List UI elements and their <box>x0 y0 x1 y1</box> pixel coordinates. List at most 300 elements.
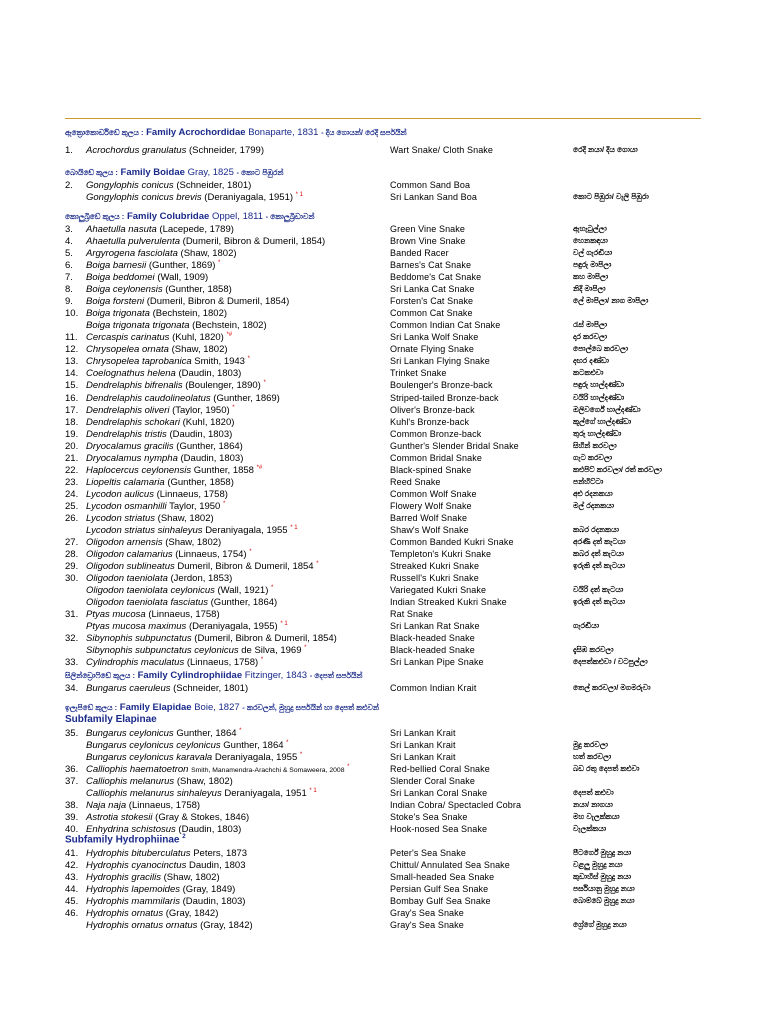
sinhala-name: දාර කරවලා <box>573 332 608 341</box>
scientific-name-cell <box>86 441 243 452</box>
species-authority: (Daudin, 1803) <box>182 896 246 907</box>
species-row <box>0 740 768 752</box>
scientific-name: Bungarus caeruleus <box>86 683 171 694</box>
species-authority: (Linnaeus, 1758) <box>156 489 228 500</box>
scientific-name: Hydrophis lapemoides <box>86 884 180 895</box>
common-name: Banded Racer <box>390 248 449 258</box>
family-heading <box>65 127 407 138</box>
scientific-name: Argyrogena fasciolata <box>86 248 178 259</box>
sinhala-name: හෙනකඳයා <box>573 236 608 245</box>
scientific-name: Dendrelaphis oliveri <box>86 405 170 417</box>
species-number: 40. <box>65 824 79 835</box>
species-row <box>0 356 768 368</box>
common-name: Peter's Sea Snake <box>390 848 466 858</box>
scientific-name-cell <box>86 549 252 560</box>
scientific-name-cell <box>86 633 337 644</box>
scientific-name-cell <box>86 573 232 584</box>
scientific-name: Hydrophis bituberculatus <box>86 848 191 859</box>
species-number: 32. <box>65 633 79 644</box>
scientific-name: Oligodon calamarius <box>86 549 173 561</box>
common-name: Sri Lankan Krait <box>390 752 456 762</box>
species-authority: Gunther, 1864 <box>223 740 284 752</box>
scientific-name-cell <box>86 740 289 751</box>
species-authority: (Deraniyagala, 1951) <box>204 192 294 204</box>
species-authority: (Shaw, 1802) <box>157 513 214 524</box>
subfamily-heading <box>65 834 186 845</box>
scientific-name-cell <box>86 429 232 440</box>
scientific-name-cell <box>86 296 289 307</box>
species-row <box>0 683 768 695</box>
scientific-name: Bungarus ceylonicus <box>86 728 174 740</box>
species-authority: (Dumeril, Bibron & Dumeril, 1854) <box>146 296 290 307</box>
species-authority: (Schneider, 1801) <box>173 683 249 694</box>
species-authority: (Jerdon, 1853) <box>170 573 233 584</box>
common-name: Small-headed Sea Snake <box>390 872 495 882</box>
species-row <box>0 573 768 585</box>
species-authority: (Wall, 1921) <box>217 585 269 597</box>
species-authority: (Deraniyagala, 1955) <box>188 621 278 633</box>
scientific-name: Lycodon osmanhilli <box>86 501 167 513</box>
species-row <box>0 145 768 157</box>
scientific-name-cell <box>86 920 253 931</box>
scientific-name-cell <box>86 393 280 404</box>
scientific-name: Hydrophis gracilis <box>86 872 161 883</box>
family-sinhala-name: - කොලුබ්‍රිඩාවන් <box>265 212 315 221</box>
scientific-name-cell <box>86 465 262 476</box>
scientific-name: Boiga barnesii <box>86 260 147 272</box>
sinhala-name: බඩ රතු දෙපත් කළුවා <box>573 764 640 773</box>
species-row <box>0 776 768 788</box>
common-name: Hook-nosed Sea Snake <box>390 824 488 834</box>
endemic-marker: * <box>232 405 235 411</box>
family-authority: Fitzinger, 1843 <box>244 670 308 681</box>
species-authority: (Bechstein, 1802) <box>192 320 267 331</box>
sinhala-name: ගැරඬියා <box>573 621 600 630</box>
scientific-name: Enhydrina schistosus <box>86 824 176 835</box>
species-row <box>0 465 768 477</box>
family-sinhala-name: - කොට පිඹුරන් <box>236 168 284 177</box>
species-authority: (Gray & Stokes, 1846) <box>155 812 250 823</box>
species-row <box>0 393 768 405</box>
sinhala-name: බොම්බේ මුහුදු නයා <box>573 896 635 905</box>
endemic-marker: * <box>286 740 289 746</box>
species-row <box>0 585 768 597</box>
scientific-name: Chrysopelea ornata <box>86 344 169 355</box>
species-row <box>0 621 768 633</box>
species-row <box>0 272 768 284</box>
subfamily-footnote: 2 <box>182 834 186 840</box>
sinhala-name: කටකළුවා <box>573 368 604 377</box>
species-row <box>0 284 768 296</box>
common-name: Common Sand Boa <box>390 180 471 190</box>
species-row <box>0 417 768 429</box>
sinhala-name: ගැට කරවලා <box>573 453 613 462</box>
family-heading <box>65 211 314 222</box>
species-authority: (Daudin, 1803) <box>178 368 242 379</box>
species-number: 45. <box>65 896 79 907</box>
scientific-name-cell <box>86 764 349 775</box>
scientific-name-cell <box>86 525 298 536</box>
common-name: Shaw's Wolf Snake <box>390 525 469 535</box>
scientific-name-cell <box>86 776 233 787</box>
scientific-name: Hydrophis ornatus <box>86 908 164 919</box>
species-row <box>0 657 768 669</box>
species-authority: Gunther, 1864 <box>176 728 237 740</box>
species-authority: (Daudin, 1803) <box>169 429 233 440</box>
endemic-marker: * 1 <box>309 788 317 794</box>
scientific-name-cell <box>86 872 220 883</box>
scientific-name: Gongylophis conicus brevis <box>86 192 202 204</box>
scientific-name: Ahaetulla nasuta <box>86 224 157 235</box>
species-number: 2. <box>65 180 73 191</box>
family-name: Family Elapidae <box>119 702 192 713</box>
species-row <box>0 441 768 453</box>
scientific-name-cell <box>86 561 319 572</box>
family-sinhala-name: - කරවලන්, මුහුදු සර්පයින් හා දෙපත් කළුවන් <box>242 703 379 712</box>
species-number: 4. <box>65 236 73 247</box>
scientific-name: Dendrelaphis tristis <box>86 429 167 440</box>
species-number: 17. <box>65 405 79 416</box>
species-number: 13. <box>65 356 79 367</box>
sinhala-name: පීටර්ගේ මුහුදු නයා <box>573 848 632 857</box>
species-authority: (Boulenger, 1890) <box>185 380 261 392</box>
common-name: Forsten's Cat Snake <box>390 296 474 306</box>
species-row <box>0 296 768 308</box>
species-authority: (Lacepede, 1789) <box>159 224 234 235</box>
common-name: Barred Wolf Snake <box>390 513 468 523</box>
endemic-marker: *# <box>256 465 263 471</box>
scientific-name-cell <box>86 848 247 859</box>
scientific-name-cell <box>86 501 225 512</box>
scientific-name: Oligodon taeniolata <box>86 573 168 584</box>
species-number: 14. <box>65 368 79 379</box>
endemic-marker: * 1 <box>290 525 298 531</box>
common-name: Ornate Flying Snake <box>390 344 474 354</box>
common-name: Russell's Kukri Snake <box>390 573 479 583</box>
species-number: 10. <box>65 308 79 319</box>
scientific-name: Liopeltis calamaria <box>86 477 165 488</box>
common-name: Bombay Gulf Sea Snake <box>390 896 491 906</box>
species-number: 30. <box>65 573 79 584</box>
sinhala-name: කබර දත් කැටයා <box>573 549 625 558</box>
species-row <box>0 429 768 441</box>
scientific-name: Haplocercus ceylonensis <box>86 465 192 477</box>
common-name: Kuhl's Bronze-back <box>390 417 470 427</box>
common-name: Sri Lankan Flying Snake <box>390 356 490 366</box>
species-authority: (Gunther, 1869) <box>213 393 280 404</box>
species-row <box>0 645 768 657</box>
scientific-name: Lycodon striatus <box>86 513 156 524</box>
species-row <box>0 848 768 860</box>
common-name: Sri Lanka Wolf Snake <box>390 332 479 342</box>
species-authority: (Linnaeus, 1754) <box>175 549 247 561</box>
species-authority: Smith, Manamendra-Arachchi & Somaweera, 2008 <box>191 767 345 775</box>
species-row <box>0 380 768 392</box>
endemic-marker: * <box>218 260 221 266</box>
species-row <box>0 860 768 872</box>
sinhala-name: මුදු කරවලා <box>573 740 609 749</box>
family-sinhala-name: - දෙපත් සර්පයින් <box>309 671 363 680</box>
sinhala-name: නයා/ නාගයා <box>573 800 613 809</box>
species-row <box>0 752 768 764</box>
species-authority: (Schneider, 1801) <box>176 180 252 191</box>
sinhala-name: දෙපත්කළුවා / වටපුල්ලා <box>573 657 648 666</box>
species-row <box>0 537 768 549</box>
species-row <box>0 549 768 561</box>
species-number: 46. <box>65 908 79 919</box>
scientific-name: Coelognathus helena <box>86 368 176 379</box>
family-sinhala-name: - දිය ගොයන්/ රෙදි සර්පයින් <box>321 128 407 137</box>
sinhala-name: වයිරි දත් කැටයා <box>573 585 624 594</box>
family-sinhala-label: ඇක්‍රොකොර්ඩිඩේ කුලය : <box>65 128 144 137</box>
species-number: 41. <box>65 848 79 859</box>
sinhala-name: මහ වැලක්කයා <box>573 812 620 821</box>
scientific-name: Ptyas mucosa maximus <box>86 621 187 633</box>
scientific-name-cell <box>86 356 250 367</box>
species-number: 36. <box>65 764 79 775</box>
species-authority: Dumeril, Bibron & Dumeril, 1854 <box>177 561 314 573</box>
common-name: Gray's Sea Snake <box>390 908 464 918</box>
species-authority: (Gunther, 1864) <box>176 441 243 452</box>
scientific-name-cell <box>86 860 246 871</box>
scientific-name-cell <box>86 812 249 823</box>
species-number: 27. <box>65 537 79 548</box>
species-row <box>0 812 768 824</box>
species-authority: (Daudin, 1803) <box>180 453 244 464</box>
species-number: 29. <box>65 561 79 572</box>
family-heading <box>65 670 363 681</box>
species-row <box>0 344 768 356</box>
species-number: 28. <box>65 549 79 560</box>
sinhala-name: තුරු හාල්දණ්ඩා <box>573 429 622 438</box>
scientific-name: Oligodon sublineatus <box>86 561 175 573</box>
common-name: Trinket Snake <box>390 368 447 378</box>
sinhala-name: අරණි දත් කැටයා <box>573 537 626 546</box>
scientific-name: Cercaspis carinatus <box>86 332 170 344</box>
common-name: Common Indian Cat Snake <box>390 320 501 330</box>
common-name: Gray's Sea Snake <box>390 920 464 930</box>
common-name: Black-spined Snake <box>390 465 472 475</box>
species-number: 33. <box>65 657 79 668</box>
scientific-name: Sibynophis subpunctatus <box>86 633 192 644</box>
species-row <box>0 320 768 332</box>
species-authority: Deraniyagala, 1951 <box>224 788 307 800</box>
species-authority: (Daudin, 1803) <box>178 824 242 835</box>
scientific-name: Ahaetulla pulverulenta <box>86 236 181 247</box>
scientific-name-cell <box>86 284 232 295</box>
common-name: Streaked Kukri Snake <box>390 561 480 571</box>
scientific-name-cell <box>86 380 266 391</box>
scientific-name: Oligodon arnensis <box>86 537 163 548</box>
scientific-name: Boiga trigonata <box>86 308 150 319</box>
scientific-name: Calliophis melanurus sinhaleyus <box>86 788 222 800</box>
common-name: Indian Cobra/ Spectacled Cobra <box>390 800 522 810</box>
sinhala-name: ඉරුකි දත් කැටයා <box>573 561 626 570</box>
scientific-name-cell <box>86 908 218 919</box>
sinhala-name: රෙදි නයා/ දිය ගොයා <box>573 145 638 154</box>
common-name: Slender Coral Snake <box>390 776 475 786</box>
species-number: 16. <box>65 393 79 404</box>
scientific-name: Ptyas mucosa <box>86 609 146 620</box>
species-authority: (Shaw, 1802) <box>176 776 233 787</box>
species-row <box>0 884 768 896</box>
species-row <box>0 477 768 489</box>
scientific-name: Hydrophis cyanocinctus <box>86 860 187 871</box>
species-number: 31. <box>65 609 79 620</box>
scientific-name-cell <box>86 224 234 235</box>
species-authority: Deraniyagala, 1955 <box>214 752 298 764</box>
species-row <box>0 920 768 932</box>
species-number: 22. <box>65 465 79 476</box>
scientific-name: Chrysopelea taprobanica <box>86 356 192 368</box>
sinhala-name: දෙපත් කළුවා <box>573 788 614 797</box>
scientific-name-cell <box>86 513 214 524</box>
species-number: 18. <box>65 417 79 428</box>
species-authority: (Shaw, 1802) <box>171 344 228 355</box>
endemic-marker: * 1 <box>280 621 288 627</box>
scientific-name-cell <box>86 896 245 907</box>
sinhala-name: කබර රදනකයා <box>573 525 619 534</box>
species-row <box>0 525 768 537</box>
common-name: Black-headed Snake <box>390 645 475 655</box>
common-name: Chittul/ Annulated Sea Snake <box>390 860 510 870</box>
species-number: 44. <box>65 884 79 895</box>
scientific-name: Bungarus ceylonicus ceylonicus <box>86 740 221 752</box>
species-authority: (Gunther, 1864) <box>210 597 278 608</box>
scientific-name: Sibynophis subpunctatus ceylonicus <box>86 645 239 657</box>
species-authority: Smith, 1943 <box>194 356 245 368</box>
scientific-name-cell <box>86 308 227 319</box>
sinhala-name: කුඩාහිස් මුහුදු නයා <box>573 872 632 881</box>
common-name: Variegated Kukri Snake <box>390 585 487 595</box>
species-number: 3. <box>65 224 73 235</box>
common-name: Barnes's Cat Snake <box>390 260 472 270</box>
scientific-name-cell <box>86 405 235 416</box>
scientific-name: Boiga beddomei <box>86 272 155 283</box>
species-number: 1. <box>65 145 73 156</box>
species-row <box>0 368 768 380</box>
species-authority: (Kuhl, 1820) <box>172 332 224 344</box>
species-number: 15. <box>65 380 79 391</box>
species-authority: (Wall, 1909) <box>157 272 209 283</box>
species-row <box>0 896 768 908</box>
species-number: 42. <box>65 860 79 871</box>
species-row <box>0 224 768 236</box>
sinhala-name: පොල්බෙ කරවලා <box>573 344 629 353</box>
sinhala-name: ඉරුකි දත් කැටයා <box>573 597 626 606</box>
common-name: Red-bellied Coral Snake <box>390 764 490 774</box>
species-row <box>0 489 768 501</box>
scientific-name: Hydrophis mammilaris <box>86 896 180 907</box>
family-sinhala-label: සිලින්ඩ්‍රොෆිඩේ කුලය : <box>65 671 135 680</box>
species-authority: (Dumeril, Bibron & Dumeril, 1854) <box>194 633 337 644</box>
scientific-name-cell <box>86 332 232 343</box>
species-number: 25. <box>65 501 79 512</box>
sinhala-name: දඟර දණ්ඩා <box>573 356 610 365</box>
scientific-name-cell <box>86 320 267 331</box>
species-number: 12. <box>65 344 79 355</box>
scientific-name-cell <box>86 260 220 271</box>
common-name: Wart Snake/ Cloth Snake <box>390 145 494 155</box>
species-authority: (Shaw, 1802) <box>180 248 237 259</box>
scientific-name: Dryocalamus nympha <box>86 453 178 464</box>
scientific-name: Oligodon taeniolata fasciatus <box>86 597 208 608</box>
species-authority: (Gunther, 1858) <box>165 284 232 295</box>
common-name: Sri Lankan Krait <box>390 740 456 750</box>
species-row <box>0 800 768 812</box>
sinhala-name: වැලක්කයා <box>573 824 607 833</box>
species-authority: (Shaw, 1802) <box>165 537 222 548</box>
sinhala-name: වළලු මුහුදු නයා <box>573 860 623 869</box>
species-row <box>0 236 768 248</box>
species-authority: Gunther, 1858 <box>193 465 254 477</box>
family-name: Family Boidae <box>120 167 185 178</box>
scientific-name: Dendrelaphis caudolineolatus <box>86 393 211 404</box>
sinhala-name: පඳුරු මාපිලා <box>573 260 612 269</box>
scientific-name: Lycodon striatus sinhaleyus <box>86 525 203 537</box>
common-name: Beddome's Cat Snake <box>390 272 482 282</box>
scientific-name: Calliophis melanurus <box>86 776 175 787</box>
species-number: 19. <box>65 429 79 440</box>
species-authority: Taylor, 1950 <box>169 501 221 513</box>
species-row <box>0 308 768 320</box>
species-number: 39. <box>65 812 79 823</box>
sinhala-name: දැසිඹ කරවලා <box>573 645 614 654</box>
species-authority: Peters, 1873 <box>193 848 248 859</box>
species-row <box>0 180 768 192</box>
species-row <box>0 872 768 884</box>
common-name: Common Indian Krait <box>390 683 477 693</box>
species-row <box>0 633 768 645</box>
scientific-name: Boiga trigonata trigonata <box>86 320 190 331</box>
endemic-marker: *# <box>226 332 233 338</box>
species-row <box>0 260 768 272</box>
subfamily-name: Subfamily Elapinae <box>65 714 157 725</box>
species-authority: (Bechstein, 1802) <box>152 308 228 319</box>
scientific-name: Boiga forsteni <box>86 296 145 307</box>
scientific-name-cell <box>86 800 200 811</box>
sinhala-name: කළුපිට් කරවලා/ රත් කරවලා <box>573 465 662 474</box>
species-authority: (Shaw, 1802) <box>163 872 220 883</box>
scientific-name-cell <box>86 272 208 283</box>
scientific-name: Dendrelaphis bifrenalis <box>86 380 183 392</box>
scientific-name: Bungarus ceylonicus karavala <box>86 752 213 764</box>
subfamily-name: Subfamily Hydrophiinae <box>65 834 180 846</box>
family-sinhala-label: කොලුබ්‍රිඩේ කුලය : <box>65 212 125 221</box>
species-authority: Deraniyagala, 1955 <box>205 525 288 537</box>
scientific-name-cell <box>86 657 263 668</box>
scientific-name: Dryocalamus gracilis <box>86 441 174 452</box>
sinhala-name: ඇහැටුල්ලා <box>573 224 607 233</box>
common-name: Sri Lanka Cat Snake <box>390 284 475 294</box>
scientific-name-cell <box>86 236 325 247</box>
common-name: Sri Lankan Krait <box>390 728 456 738</box>
species-row <box>0 597 768 609</box>
common-name: Indian Streaked Kukri Snake <box>390 597 507 607</box>
scientific-name-cell <box>86 728 242 739</box>
family-name: Family Cylindrophiidae <box>137 670 243 681</box>
endemic-marker: * <box>239 728 242 734</box>
sinhala-name: තෙල් කරවලා/ මගමරුවා <box>573 683 651 692</box>
common-name: Sri Lankan Coral Snake <box>390 788 488 798</box>
common-name: Gunther's Slender Bridal Snake <box>390 441 519 451</box>
species-authority: (Kuhl, 1820) <box>182 417 235 428</box>
scientific-name-cell <box>86 621 288 632</box>
species-authority: Daudin, 1803 <box>188 860 246 871</box>
species-number: 34. <box>65 683 79 694</box>
sinhala-name: ඔලිවර්ගේ හාල්දණ්ඩා <box>573 405 641 414</box>
species-authority: (Gray, 1842) <box>200 920 253 931</box>
